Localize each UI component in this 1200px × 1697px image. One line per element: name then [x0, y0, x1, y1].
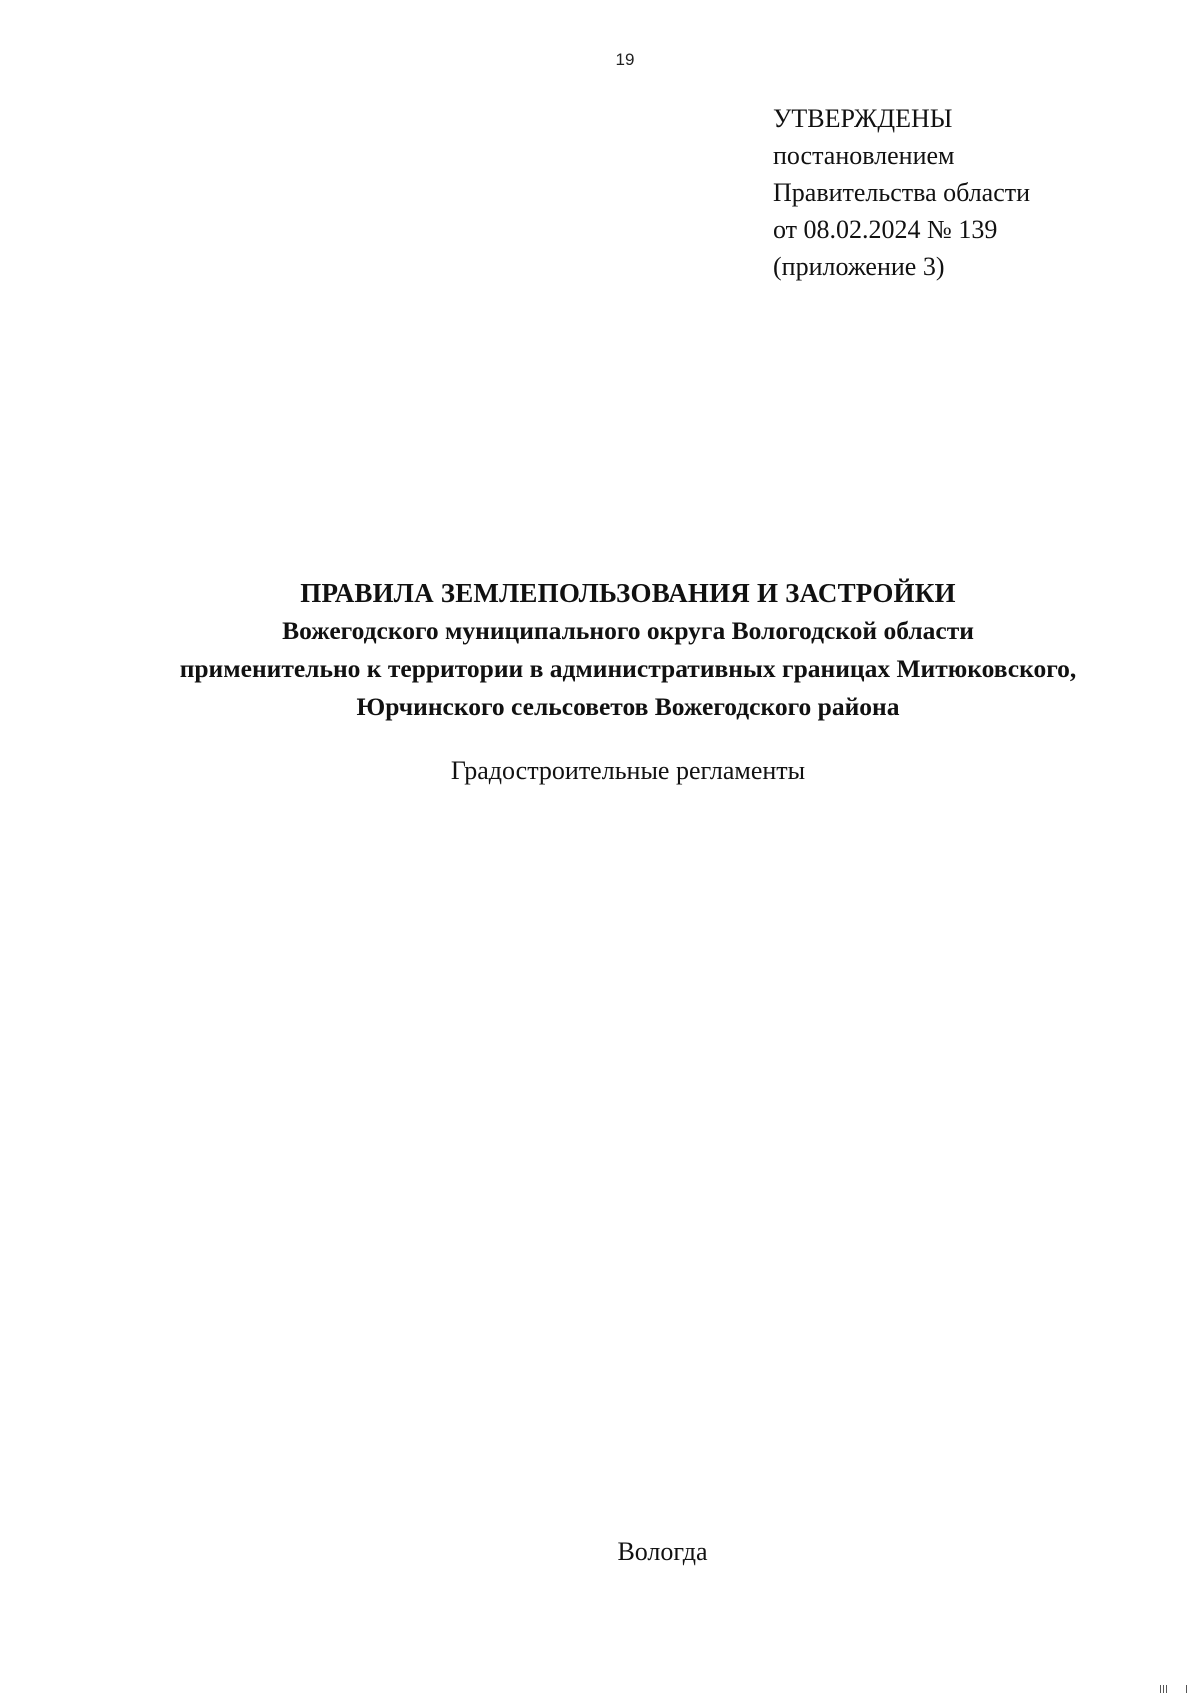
approval-date-number-line: от 08.02.2024 № 139: [773, 215, 998, 244]
document-subtitle: Градостроительные регламенты: [450, 756, 806, 785]
city-name: Вологда: [617, 1537, 708, 1566]
document-title: [0, 574, 1200, 726]
title-line-2: Вожегодского муниципального округа Вологодской области: [282, 616, 974, 645]
approval-decree-line: постановлением: [773, 141, 955, 170]
approval-appendix-line: (приложение 3): [773, 252, 945, 281]
approval-heading: УТВЕРЖДЕНЫ: [773, 104, 953, 133]
approval-authority-line: Правительства области: [773, 178, 1031, 207]
title-line-4: Юрчинского сельсоветов Вожегодского района: [356, 692, 900, 721]
scan-artifact-mark: [1160, 1685, 1190, 1693]
approval-stamp: [773, 100, 1030, 285]
title-main: ПРАВИЛА ЗЕМЛЕПОЛЬЗОВАНИЯ И ЗАСТРОЙКИ: [300, 578, 956, 608]
title-line-3: применительно к территории в административных границах Митюковского,: [179, 654, 1077, 683]
page-number: 19: [615, 50, 635, 69]
